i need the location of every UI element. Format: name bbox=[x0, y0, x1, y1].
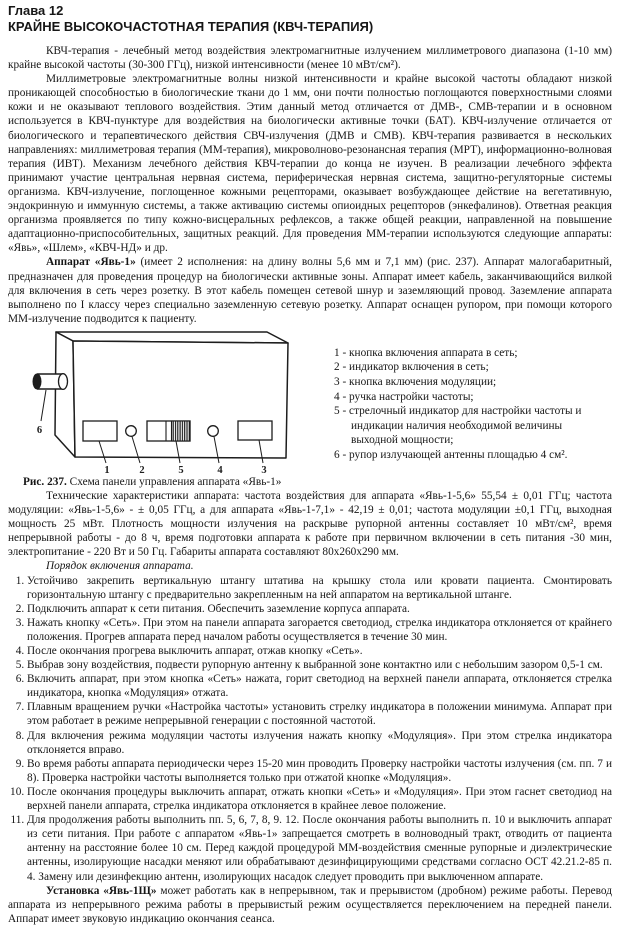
callout-number-3: 3 bbox=[261, 464, 267, 474]
paragraph-yav-1shch bbox=[8, 884, 612, 926]
power-button-rect bbox=[83, 421, 117, 441]
paragraph-mm-waves: Миллиметровые электромагнитные волны низкой интенсивности и крайне высокой частоты обладают низкой проникающей способностью в биологические ткани до 1 мм, они почти полностью поглощаются поверхностными слоями кожи и не оказывают теплового воздействия. Этим данный метод отличается от ДМВ-, СМВ-терапии и в основном используется в КВЧ-пунктуре для воздействия на биологически активные точки (БАТ). КВЧ-излучение отличается от биологического и терапевтического действия СВЧ-излучения (ДМВ и СМВ). КВЧ-терапия развивается в нескольких направлениях: миллиметровая терапия (ММ-терапия), микроволново-резонансная терапия (МРТ), информационно-волновая терапия (ИВТ). Механизм лечебного действия КВЧ-терапии до конца не изучен. В реализации лечебного эффекта принимают участие центральная нервная система, периферическая нервная система, защитно-регуляторные системы организма. КВЧ-излучение, поглощенное кожными рецепторами, оказывает возбуждающее действие на вегетативную, эндокринную и иммунную системы, а также активацию системы опиоидных рецепторов (энкефалинов). Ответная реакция организма проявляется по типу кожно-висцеральных рефлексов, а также общей реакции, направленной на повышение адаптационно-приспособительных, защитных реакций. Для проведения ММ-терапии используются следующие аппараты: «Явь», «Шлем», «КВЧ-НД» и др. bbox=[8, 73, 612, 255]
step-item: 3. Нажать кнопку «Сеть». При этом на панели аппарата загорается светодиод, стрелка индикатора отклоняется от крайнего положения. Прогрев аппарата перед началом работы осуществляется в течение 30 мин. bbox=[27, 616, 612, 644]
horn-antenna bbox=[33, 374, 68, 390]
callout-number-2: 2 bbox=[139, 464, 145, 474]
step-item: 8. Для включения режима модуляции частоты излучения нажать кнопку «Модуляция». При этом стрелка индикатора отклоняется вправо. bbox=[27, 729, 612, 757]
horn-end-cap bbox=[33, 374, 41, 389]
installation-name: Установка «Явь-1Щ» bbox=[46, 884, 157, 897]
figure-237 bbox=[30, 329, 612, 474]
legend-item-6: 6 - рупор излучающей антенны площадью 4 см². bbox=[334, 449, 568, 462]
step-item: 4. После окончания прогрева выключить аппарат, отжав кнопку «Сеть». bbox=[27, 644, 612, 658]
legend-item-5: 5 - стрелочный индикатор для настройки частоты и индикации наличия необходимой величины выходной мощности; bbox=[334, 405, 582, 447]
step-item: 7. Плавным вращением ручки «Настройка частоты» установить стрелку индикатора в положении минимума. Аппарат при этом работает в режиме непрерывной генерации с постоянной частотой. bbox=[27, 700, 612, 728]
power-indicator-circle bbox=[126, 426, 137, 437]
paragraph-apparatus bbox=[8, 255, 612, 325]
step-item: 2. Подключить аппарат к сети питания. Обеспечить заземление корпуса аппарата. bbox=[27, 602, 612, 616]
paragraph-tech-specs: Технические характеристики аппарата: частота воздействия для аппарата «Явь-1-5,6» 55,54 ± 0,01 ГГц; частота модуляции: «Явь-1-5,6» - ± 0,05 ГГц, а для аппарата «Явь-1-7,1» - 42,19 ± 0,01; частота модуляции ±0,1 ГГц, выходная мощность 25 мВт. Плотность мощности излучения на раскрыве рупорной антенны составляет 10 мВт/см², время непрерывной работы - до 8 ч, время подготовки аппарата к работе при первичном включении в сеть питания -30 мин, электропитание - 220 Вт и 50 Гц. Габариты аппарата составляют 80х260х290 мм. bbox=[8, 489, 612, 559]
chapter-label: Глава 12 bbox=[8, 3, 64, 18]
callout-number-1: 1 bbox=[104, 464, 110, 474]
paragraph-intro: КВЧ-терапия - лечебный метод воздействия электромагнитные излучением миллиметрового диапазона (1-10 мм) крайне высокой частоты (30-300 ГГц), низкой интенсивности (менее 10 мВт/см²). bbox=[8, 45, 612, 72]
modulation-button-rect bbox=[238, 421, 272, 440]
step-item: 1. Устойчиво закрепить вертикальную штангу штатива на крышку стола или кровати пациента. Смонтировать горизонтальную штангу с предварительно закрепленным на ней аппаратом на вертикальной штанге. bbox=[27, 574, 612, 602]
figure-caption-number: Рис. 237. bbox=[23, 475, 67, 488]
horn-mount-ellipse bbox=[59, 374, 68, 390]
figure-caption bbox=[23, 475, 612, 489]
apparatus-description: (имеет 2 исполнения: на длину волны 5,6 мм и 7,1 мм) (рис. 237). Аппарат малогабаритный, предназначен для проведения процедур на биологически активные зоны. Аппарат имеет кабель, заканчивающийся вилкой для включения в сеть через розетку. В этот кабель помещен сетевой шнур и заземляющий провод. Заземление аппарата выполнено по I классу через специально заземленную сетевую розетку. Аппарат оснащен рупором, при помощи которого ММ-излучение подводится к пациенту. bbox=[8, 256, 612, 325]
step-item: 5. Выбрав зону воздействия, подвести рупорную антенну к выбранной зоне контактно или с небольшим зазором 0,5-1 см. bbox=[27, 658, 612, 672]
callout-number-6: 6 bbox=[36, 424, 43, 436]
legend-item-4: 4 - ручка настройки частоты; bbox=[334, 390, 474, 403]
installation-description: может работать как в непрерывном, так и прерывистом (дробном) режиме работы. Перевод аппарата из непрерывного режима работы в прерывистый режим осуществляется переключением на передней панели. Аппарат имеет звуковую индикацию окончания сеанса. bbox=[8, 884, 612, 925]
step-item: 10. После окончания процедуры выключить аппарат, отжать кнопки «Сеть» и «Модуляция». При этом гаснет светодиод на верхней панели аппарата, стрелка индикатора отклоняется в крайнее левое положение. bbox=[27, 785, 612, 813]
page-title: КРАЙНЕ ВЫСОКОЧАСТОТНАЯ ТЕРАПИЯ (КВЧ-ТЕРАПИЯ) bbox=[8, 19, 374, 34]
legend-item-1: 1 - кнопка включения аппарата в сеть; bbox=[334, 346, 518, 359]
figure-caption-text: Схема панели управления аппарата «Явь-1» bbox=[66, 475, 282, 488]
legend-item-3: 3 - кнопка включения модуляции; bbox=[334, 376, 497, 389]
step-item: 9. Во время работы аппарата периодически через 15-20 мин проводить Проверку настройки частоты излучения (см. пп. 7 и 8). Проверка настройки частоты выполняется только при отжатой кнопке «Модуляция». bbox=[27, 757, 612, 785]
callout-number-4: 4 bbox=[217, 464, 223, 474]
apparatus-name: Аппарат «Явь-1» bbox=[46, 256, 136, 269]
callout-number-5: 5 bbox=[178, 464, 184, 474]
step-item: 11. Для продолжения работы выполнить пп. 5, 6, 7, 8, 9. 12. После окончания работы выполнить п. 10 и выключить аппарат из сети питания. При работе с аппаратом «Явь-1» запрещается смотреть в волноводный тракт, отводить от пациента антенну на расстояние более 10 см. Перед каждой процедурой ММ-воздействия сменные рупорные и диэлектрические антенны, изолирующие насадки меняют или обрабатывают дезинфицирующими средствами согласно ОСТ 42.21.2-85 п. 4. Замену или дезинфекцию антенн, изолирующих насадок следует проводить при выключенном аппарате. bbox=[27, 813, 612, 883]
meter-hatched-zone bbox=[172, 421, 191, 441]
order-subheading: Порядок включения аппарата. bbox=[46, 560, 194, 573]
frequency-knob-circle bbox=[208, 426, 219, 437]
device-left-face bbox=[55, 332, 75, 457]
startup-steps-list bbox=[8, 574, 612, 884]
panel-controls bbox=[83, 421, 272, 441]
figure-legend bbox=[334, 346, 600, 463]
device-panel-diagram bbox=[30, 329, 330, 474]
step-item: 6. Включить аппарат, при этом кнопка «Сеть» нажата, горит светодиод на верхней панели аппарата, отклоняется стрелка индикатора, кнопка «Модуляция» отжата. bbox=[27, 672, 612, 700]
legend-item-2: 2 - индикатор включения в сеть; bbox=[334, 361, 489, 374]
